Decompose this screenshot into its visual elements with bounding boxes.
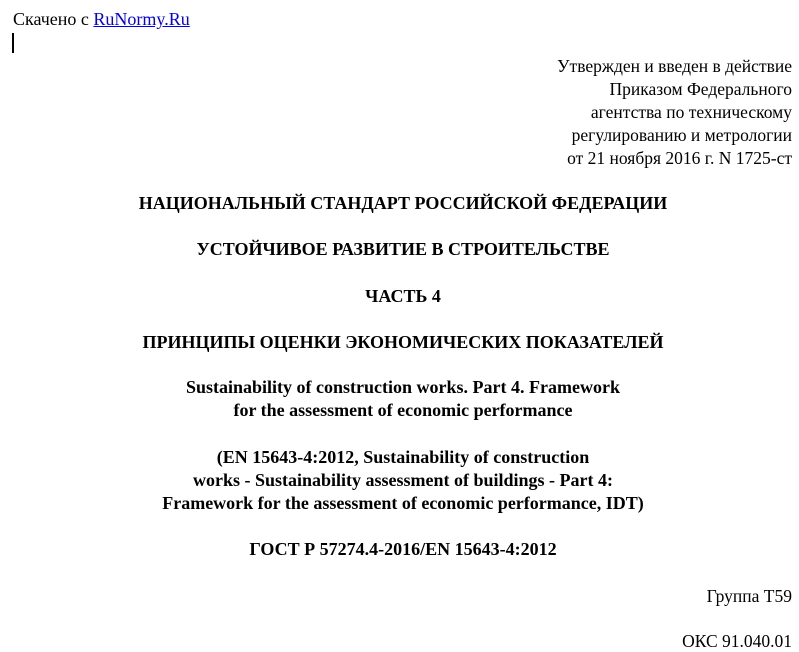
- runormy-link[interactable]: RuNormy.Ru: [93, 9, 190, 29]
- english-title-line: for the assessment of economic performance: [233, 400, 573, 420]
- topic-heading: УСТОЙЧИВОЕ РАЗВИТИЕ В СТРОИТЕЛЬСТВЕ: [196, 239, 610, 259]
- english-title-line: Sustainability of construction works. Part 4. Framework: [186, 377, 620, 397]
- approval-line: регулированию и метрологии: [571, 125, 792, 145]
- standard-heading: НАЦИОНАЛЬНЫЙ СТАНДАРТ РОССИЙСКОЙ ФЕДЕРАЦИИ: [138, 193, 668, 213]
- approval-line: Утвержден и введен в действие: [557, 56, 792, 76]
- standard-designation: ГОСТ Р 57274.4-2016/EN 15643-4:2012: [249, 539, 557, 559]
- english-title: [0, 376, 799, 422]
- group-label: Группа Т59: [706, 586, 792, 606]
- equivalence-note: [0, 446, 799, 515]
- oks-code: ОКС 91.040.01: [682, 631, 792, 651]
- approval-line: агентства по техническому: [590, 102, 792, 122]
- source-line: [13, 8, 190, 30]
- source-prefix: Скачено с: [13, 9, 89, 29]
- equivalence-line: works - Sustainability assessment of buildings - Part 4:: [192, 470, 614, 490]
- text-cursor: [12, 33, 14, 53]
- approval-block: [557, 55, 792, 170]
- subject-heading: ПРИНЦИПЫ ОЦЕНКИ ЭКОНОМИЧЕСКИХ ПОКАЗАТЕЛЕЙ: [142, 332, 664, 352]
- equivalence-line: Framework for the assessment of economic performance, IDT): [162, 493, 644, 513]
- part-heading: ЧАСТЬ 4: [365, 286, 441, 306]
- approval-line: Приказом Федерального: [609, 79, 792, 99]
- equivalence-line: (EN 15643-4:2012, Sustainability of construction: [216, 447, 590, 467]
- approval-line: от 21 ноября 2016 г. N 1725-ст: [567, 148, 792, 168]
